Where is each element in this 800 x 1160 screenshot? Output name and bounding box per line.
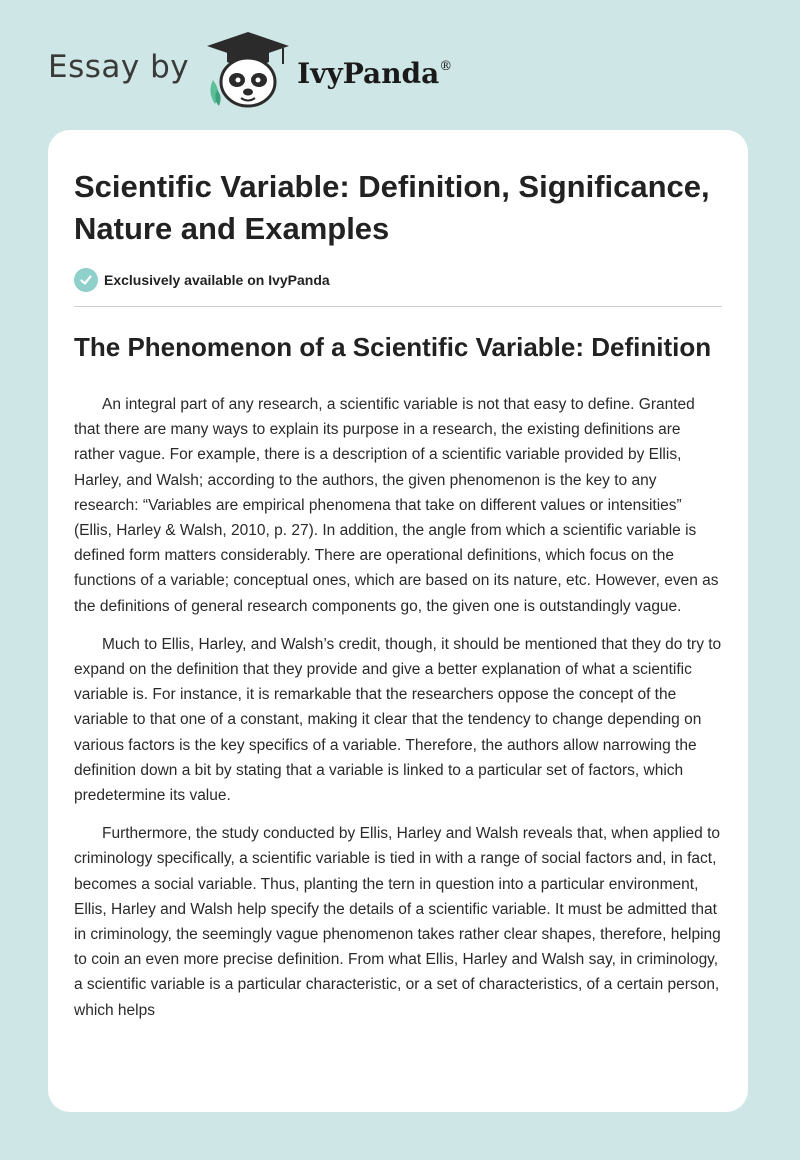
paragraph: An integral part of any research, a scientific variable is not that easy to define. Granted that there are many ways to explain its purpose in a research, the existing definitions are rather vague. For example, there is a description of a scientific variable provided by Ellis, Harley, and Walsh; according to the authors, the given phenomenon is the key to any research: “Variables are empirical phenomena that take on different values or intensities” (Ellis, Harley & Walsh, 2010, p. 27). In addition, the angle from which a scientific variable is defined form matters considerably. There are operational definitions, which focus on the functions of a variable; conceptual ones, which are based on its nature, etc. However, even as the definitions of general research components go, the given one is outstandingly vague.	[74, 396, 719, 615]
brand-prefix: Essay by	[48, 49, 190, 85]
page-title: Scientific Variable: Definition, Significance, Nature and Examples	[74, 169, 710, 246]
title-divider	[74, 306, 722, 307]
site-header	[48, 30, 452, 110]
brand-name-text: IvyPanda	[297, 56, 440, 90]
section-heading: The Phenomenon of a Scientific Variable: Definition	[74, 332, 712, 362]
brand-name	[297, 57, 452, 90]
registered-mark: ®	[439, 58, 453, 74]
panda-logo-icon[interactable]	[203, 30, 293, 110]
exclusive-badge	[74, 268, 722, 292]
paragraph: Furthermore, the study conducted by Ellis, Harley and Walsh reveals that, when applied to criminology specifically, a scientific variable is tied in with a range of social factors and, in fact, becomes a social variable. Thus, planting the tern in question into a particular environment, Ellis, Harley and Walsh help specify the details of a scientific variable. It must be admitted that in criminology, the seemingly vague phenomenon takes rather clear shapes, therefore, helping to coin an even more precise definition. From what Ellis, Harley and Walsh say, in criminology, a scientific variable is a particular characteristic, or a set of characteristics, of a certain person, which helps	[74, 825, 721, 1019]
check-icon	[74, 268, 98, 292]
paragraph: Much to Ellis, Harley, and Walsh’s credit, though, it should be mentioned that they do try to expand on the definition that they provide and give a better explanation of what a scientific variable is. For instance, it is remarkable that the researchers oppose the concept of the variable to that one of a constant, making it clear that the tendency to change depending on various factors is the key specifics of a variable. Therefore, the authors allow narrowing the definition down a bit by stating that a variable is linked to a particular set of factors, which predetermine its value.	[74, 635, 722, 805]
article-card	[48, 130, 748, 1112]
badge-label: Exclusively available on IvyPanda	[104, 272, 330, 288]
